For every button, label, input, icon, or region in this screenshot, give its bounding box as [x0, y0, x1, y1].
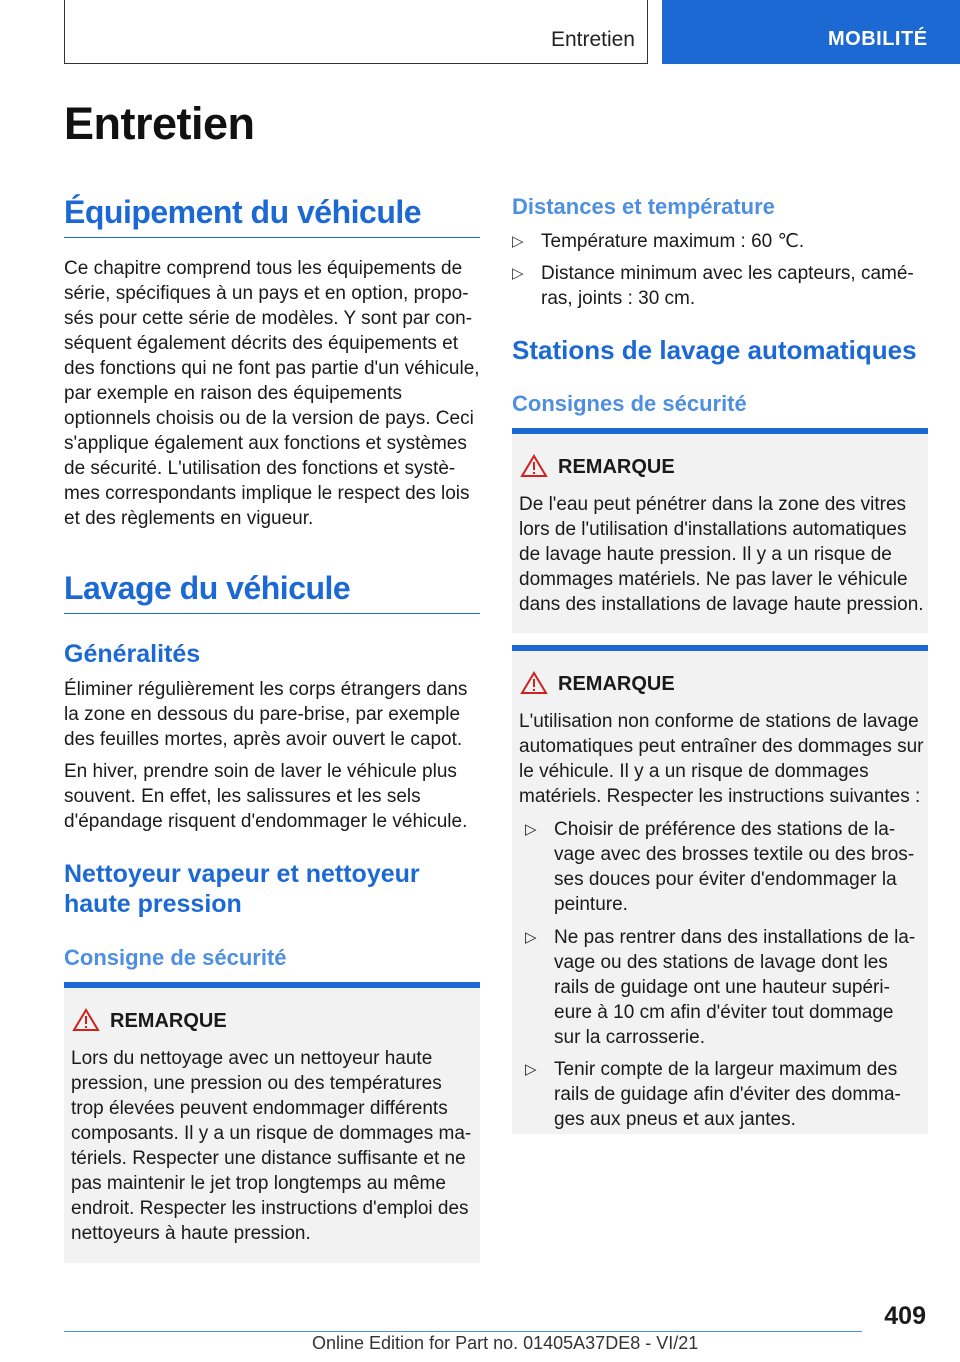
general-heading: Généralités [64, 640, 201, 668]
stations-heading: Stations de lavage automatiques [512, 335, 917, 365]
chapter-title: Entretien [64, 98, 255, 149]
note-label: REMARQUE [558, 673, 675, 695]
footer-divider [64, 1331, 862, 1332]
list-item: ▷ Ne pas rentrer dans des installations de lavage ou des stations de lavage dont les rails de guidage ont une hauteur supérieure à 10 cm afin d'éviter tout dommage sur la carrosserie. [525, 927, 916, 1048]
header-category-tab[interactable] [662, 0, 960, 64]
header-section-tab [64, 0, 648, 64]
safety-note-heading: Consigne de sécurité [64, 945, 287, 970]
warning-triangle-icon [520, 671, 548, 695]
warning-note [512, 645, 928, 1134]
warning-note [64, 982, 480, 1263]
header-section-label: Entretien [550, 28, 635, 51]
general-paragraph-1: Éliminer régulièrement les corps étrangers dans la zone en dessous du pare-brise, par exemple des feuilles mortes, après avoir ouvert le capot. [64, 679, 468, 750]
distance-heading: Distances et température [512, 194, 775, 219]
equipment-text: Ce chapitre comprend tous les équipements de série, spécifiques à un pays et en option, proposés pour cette série de modèles. Y sont par conséquent également décrits des équipements et des fonctions qui ne font pas partie d'un véhicule, par exemple en raison des équipements optionnels choisis ou de la version de pays. Ceci s'applique également aux fonctions et systèmes de sécurité. L'utilisation des fonctions et systèmes correspondants implique le respect des lois et des règlements en vigueur. [64, 258, 480, 529]
bullet-icon: ▷ [525, 929, 537, 946]
equipment-heading: Équipement du véhicule [64, 194, 480, 238]
warning-triangle-icon [520, 454, 548, 478]
washing-heading: Lavage du véhicule [64, 570, 480, 614]
list-item: ▷ Distance minimum avec les capteurs, caméras, joints : 30 cm. [512, 263, 914, 309]
steam-cleaner-heading: Nettoyeur vapeur et nettoyeur haute pression [64, 860, 420, 918]
bullet-icon: ▷ [512, 233, 524, 250]
note-text: L'utilisation non conforme de stations de lavage automatiques peut entraîner des dommages sur le véhicule. Il y a un risque de dommages matériels. Respecter les instructions suivantes : [519, 711, 924, 807]
general-paragraph-2: En hiver, prendre soin de laver le véhicule plus souvent. En effet, les salissures et les sels d'épandage risquent d'endommager le véhicule. [64, 761, 468, 832]
list-item: ▷ Choisir de préférence des stations de lavage avec des brosses textile ou des brosses douces pour éviter d'endommager la peinture. [525, 819, 915, 915]
note-text: Lors du nettoyage avec un nettoyeur haute pression, une pression ou des températures trop élevées peuvent endommager différents composants. Il y a un risque de dommages matériels. Respecter une distance suffisante et ne pas maintenir le jet trop longtemps au même endroit. Respecter les instructions d'emploi des nettoyeurs à haute pression. [71, 1048, 472, 1244]
list-item: ▷ Tenir compte de la largeur maximum des rails de guidage afin d'éviter des dommages aux pneus et aux jantes. [525, 1059, 901, 1130]
header-category-label: MOBILITÉ [828, 28, 928, 50]
note-label: REMARQUE [110, 1010, 227, 1032]
warning-triangle-icon [72, 1008, 100, 1032]
bullet-icon: ▷ [525, 1061, 537, 1078]
note-label: REMARQUE [558, 456, 675, 478]
safety-notes-heading: Consignes de sécurité [512, 391, 747, 416]
bullet-icon: ▷ [525, 821, 537, 838]
warning-note [512, 428, 928, 633]
bullet-icon: ▷ [512, 265, 524, 282]
list-item: ▷ Température maximum : 60 ℃. [512, 231, 805, 252]
page-number: 409 [884, 1302, 926, 1330]
note-text: De l'eau peut pénétrer dans la zone des vitres lors de l'utilisation d'installations automatiques de lavage haute pression. Il y a un risque de dommages matériels. Ne pas laver le véhicule dans des installations de lavage haute pression. [519, 494, 924, 615]
edition-footer[interactable]: Online Edition for Part no. 01405A37DE8 - VI/21 [312, 1333, 699, 1353]
